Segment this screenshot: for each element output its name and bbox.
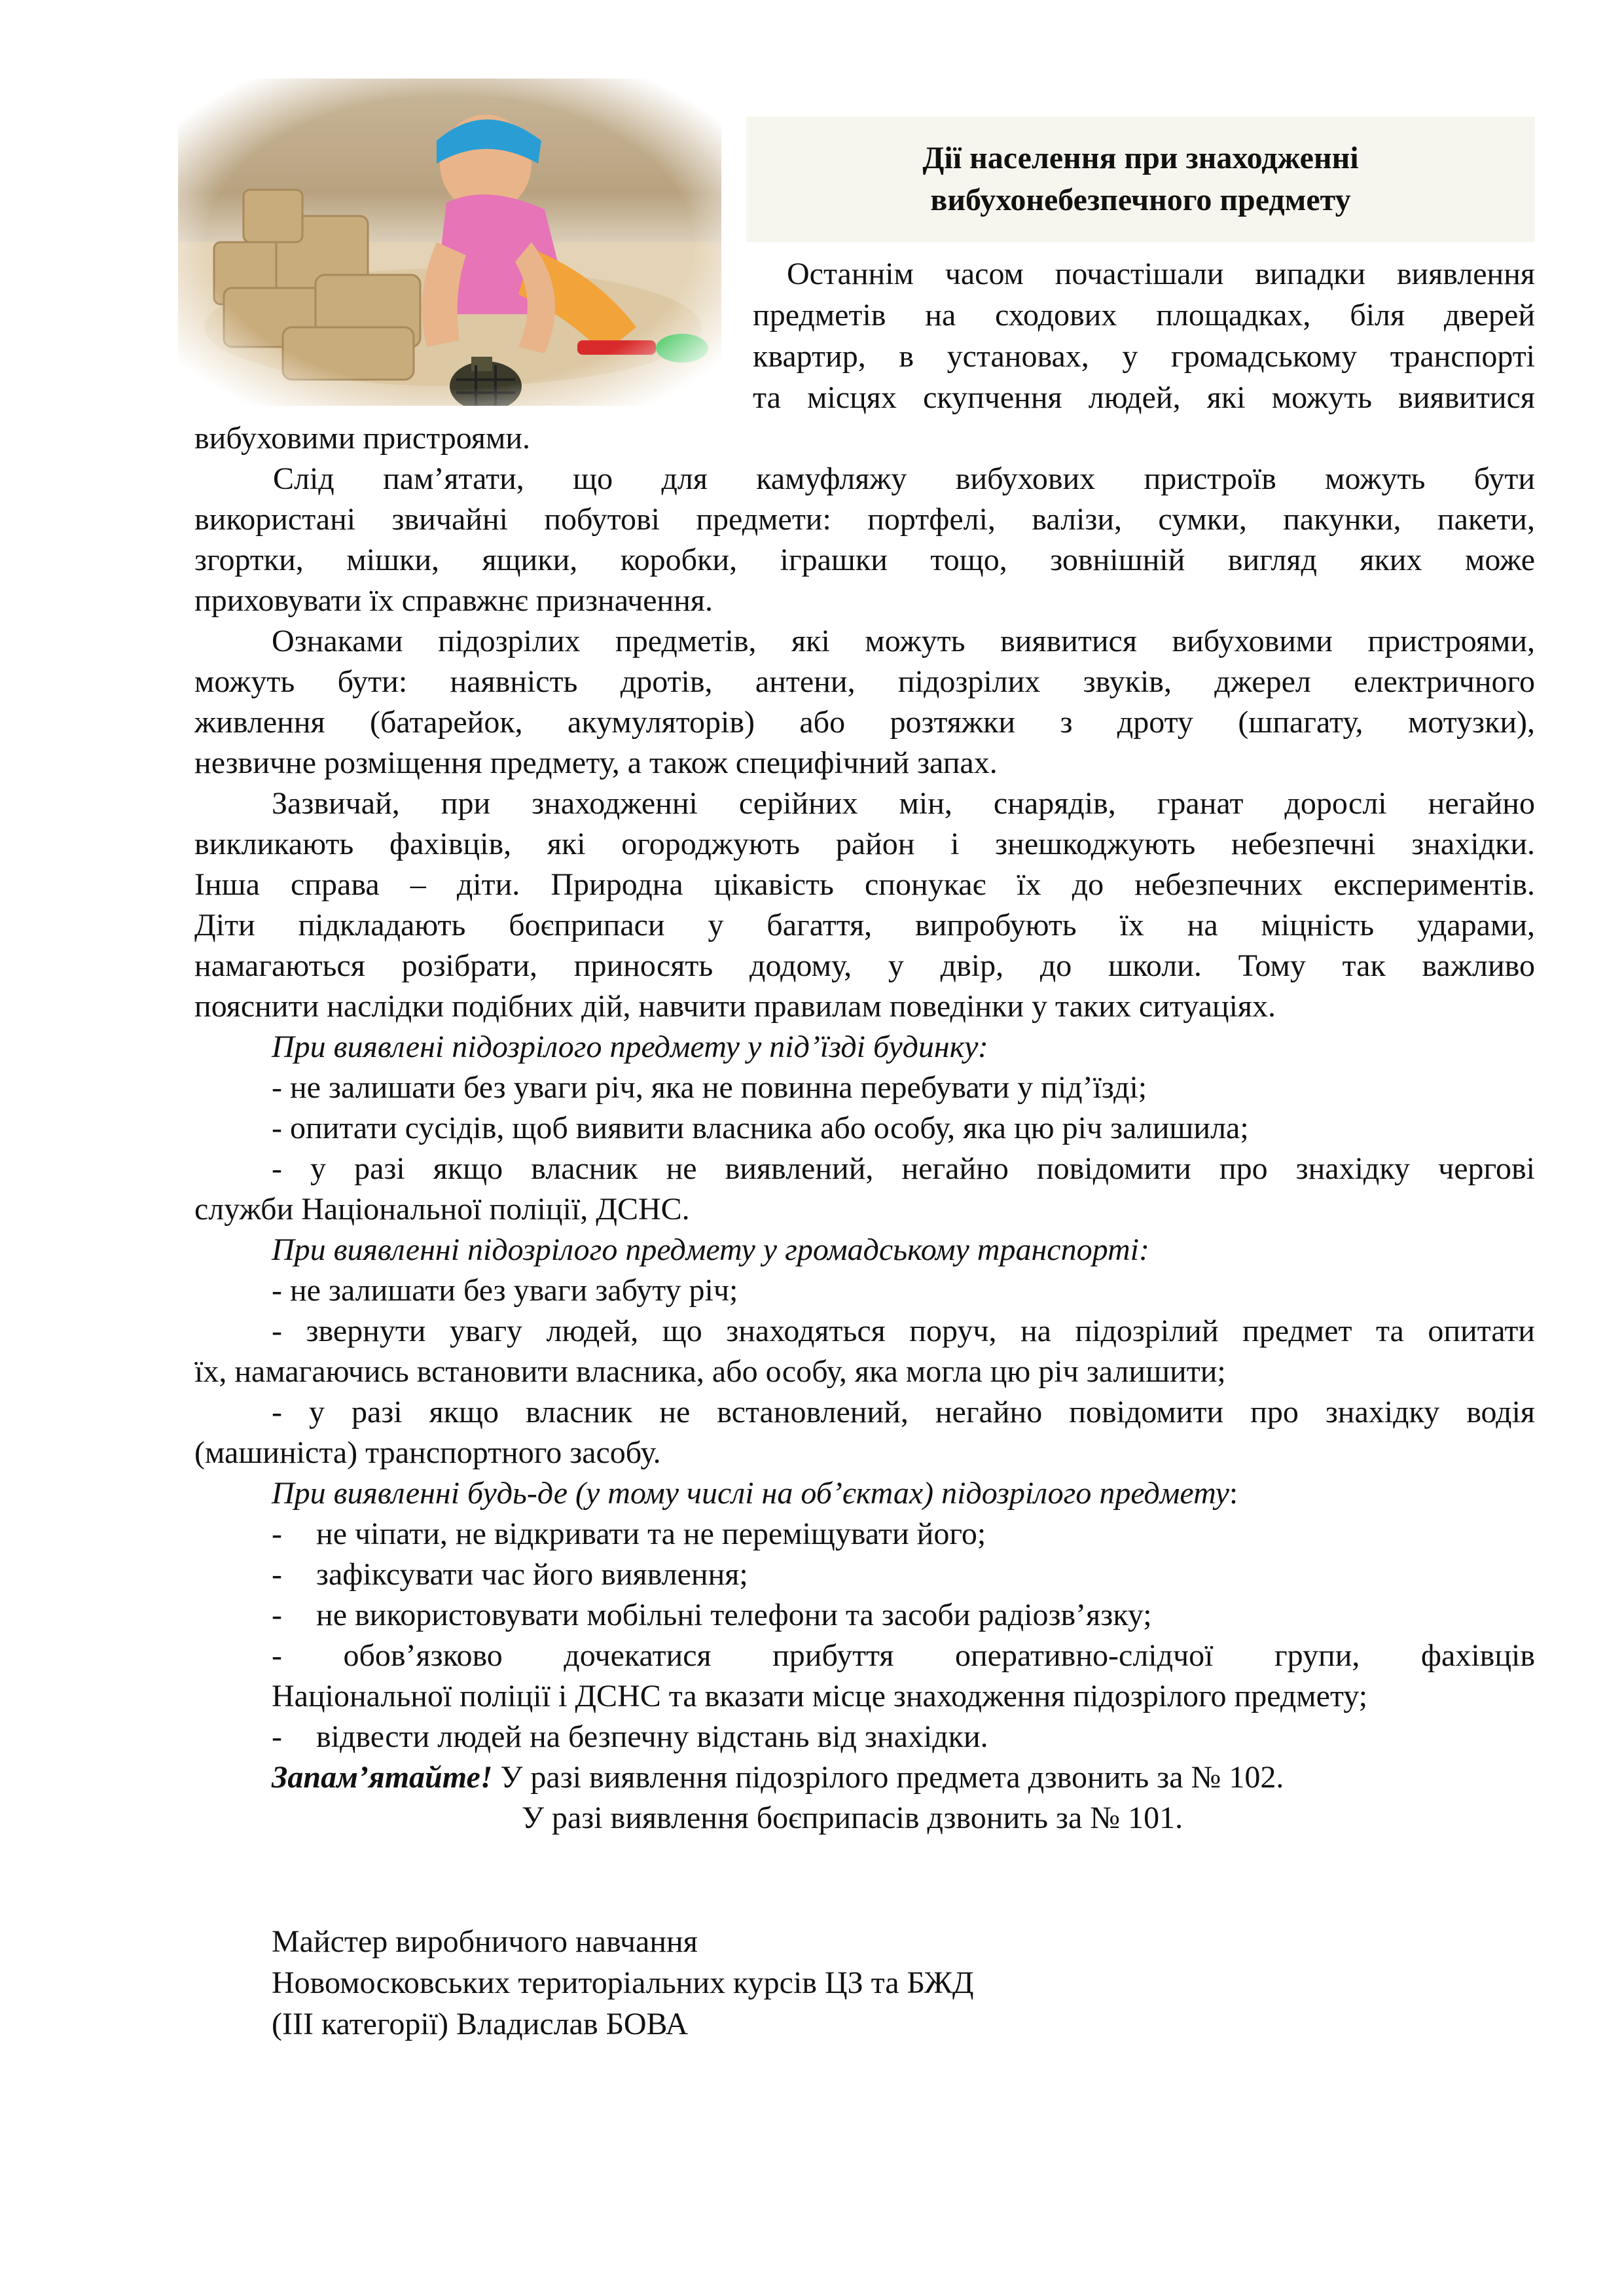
paragraph-line: використані звичайні побутові предмети: портфелі, валізи, сумки, пакунки, пакети, bbox=[194, 502, 1535, 537]
paragraph-line: живлення (батарейок, акумуляторів) або розтяжки з дроту (шпагату, мотузки), bbox=[194, 705, 1535, 740]
paragraph-line: Ознаками підозрілих предметів, які можуть виявитися вибуховими пристроями, bbox=[272, 624, 1535, 658]
paragraph-line: приховувати їх справжнє призначення. bbox=[194, 583, 713, 618]
section-heading: При виявлені підозрілого предмету у під’їзді будинку: bbox=[272, 1030, 988, 1064]
list-item: - обов’язково дочекатися прибуття оперативно-слідчої групи, фахівців bbox=[272, 1638, 1535, 1673]
list-item-text: не використовувати мобільні телефони та засоби радіозв’язку; bbox=[316, 1598, 1152, 1632]
list-item-text: не чіпати, не відкривати та не переміщувати його; bbox=[316, 1516, 986, 1551]
reminder-line-2: У разі виявлення боєприпасів дзвонить за № 101. bbox=[522, 1801, 1183, 1835]
list-dash: - bbox=[272, 1719, 282, 1754]
reminder-line-1 bbox=[194, 1757, 1535, 1798]
list-item bbox=[194, 1595, 1535, 1636]
list-item-continuation: їх, намагаючись встановити власника, або особу, яка могла цю річ залишити; bbox=[194, 1354, 1226, 1389]
paragraph-line: можуть бути: наявність дротів, антени, підозрілих звуків, джерел електричного bbox=[194, 664, 1535, 699]
list-item-continuation: (машиніста) транспортного засобу. bbox=[194, 1435, 661, 1470]
list-dash: - bbox=[272, 1598, 282, 1632]
paragraph-line: Діти підкладають боєприпаси у багаття, випробують їх на міцність ударами, bbox=[194, 908, 1535, 942]
title-box bbox=[746, 117, 1535, 242]
reminder-text-1: У разі виявлення підозрілого предмета дзвонить за № 102. bbox=[492, 1760, 1284, 1795]
paragraph-line: викликають фахівців, які огороджують район і знешкоджують небезпечні знахідки. bbox=[194, 827, 1535, 861]
child-sandcastle-photo bbox=[178, 79, 721, 406]
section-heading bbox=[194, 1473, 1535, 1514]
body-text bbox=[194, 418, 1535, 1839]
list-item-continuation: служби Національної поліції, ДСНС. bbox=[194, 1192, 690, 1227]
reminder-label: Запам’ятайте! bbox=[272, 1760, 493, 1795]
list-item bbox=[194, 1717, 1535, 1757]
list-item: - у разі якщо власник не встановлений, негайно повідомити про знахідку водія bbox=[272, 1395, 1535, 1429]
section-heading-colon: : bbox=[1229, 1476, 1238, 1511]
section-heading: При виявленні підозрілого предмету у громадському транспорті: bbox=[272, 1232, 1149, 1267]
list-item-continuation: Національної поліції і ДСНС та вказати місце знаходження підозрілого предмету; bbox=[272, 1679, 1368, 1713]
intro-continuation: вибуховими пристроями. bbox=[194, 421, 530, 456]
list-item bbox=[194, 1514, 1535, 1554]
paragraph-line: Слід пам’ятати, що для камуфляжу вибухових пристроїв можуть бути bbox=[273, 461, 1535, 496]
list-dash: - bbox=[272, 1557, 282, 1592]
intro-line: квартир, в установах, у громадському транспорті bbox=[753, 339, 1535, 374]
paragraph-line: незвичне розміщення предмету, а також специфічний запах. bbox=[194, 745, 998, 780]
page-title-line-2: вибухонебезпечного предмету bbox=[930, 183, 1351, 217]
list-item: - звернути увагу людей, що знаходяться поруч, на підозрілий предмет та опитати bbox=[272, 1314, 1535, 1348]
list-item: - не залишати без уваги річ, яка не повинна перебувати у під’їзді; bbox=[272, 1070, 1147, 1105]
list-dash: - bbox=[272, 1516, 282, 1551]
list-item: - опитати сусідів, щоб виявити власника або особу, яка цю річ залишила; bbox=[272, 1111, 1249, 1145]
intro-line: Останнім часом почастішали випадки виявлення bbox=[787, 257, 1535, 291]
paragraph-line: Зазвичай, при знаходженні серійних мін, снарядів, гранат дорослі негайно bbox=[272, 786, 1535, 821]
signature-name: (ІІІ категорії) Владислав БОВА bbox=[272, 2007, 689, 2041]
intro-paragraph bbox=[753, 253, 1535, 418]
intro-line: предметів на сходових площадках, біля дверей bbox=[753, 298, 1535, 332]
signature-block bbox=[272, 1921, 974, 2045]
signature-organization: Новомосковських територіальних курсів ЦЗ та БЖД bbox=[272, 1965, 974, 2000]
intro-line: та місцях скупчення людей, які можуть виявитися bbox=[753, 380, 1535, 415]
paragraph-line: згортки, мішки, ящики, коробки, іграшки тощо, зовнішній вигляд яких може bbox=[194, 543, 1535, 577]
section-heading-text: При виявленні будь-де (у тому числі на об’єктах) підозрілого предмету bbox=[272, 1476, 1229, 1511]
list-item: - не залишати без уваги забуту річ; bbox=[272, 1273, 738, 1308]
list-item bbox=[194, 1554, 1535, 1595]
signature-position: Майстер виробничого навчання bbox=[272, 1924, 698, 1959]
list-item-text: зафіксувати час його виявлення; bbox=[316, 1557, 748, 1592]
list-item: - у разі якщо власник не виявлений, негайно повідомити про знахідку чергові bbox=[272, 1151, 1535, 1186]
paragraph-line: пояснити наслідки подібних дій, навчити правилам поведінки у таких ситуаціях. bbox=[194, 989, 1276, 1024]
paragraph-line: Інша справа – діти. Природна цікавість спонукає їх до небезпечних експериментів. bbox=[194, 867, 1535, 902]
paragraph-line: намагаються розібрати, приносять додому, у двір, до школи. Тому так важливо bbox=[194, 948, 1535, 983]
page-title-line-1: Дії населення при знаходженні bbox=[922, 141, 1359, 175]
list-item-text: відвести людей на безпечну відстань від знахідки. bbox=[316, 1719, 988, 1754]
